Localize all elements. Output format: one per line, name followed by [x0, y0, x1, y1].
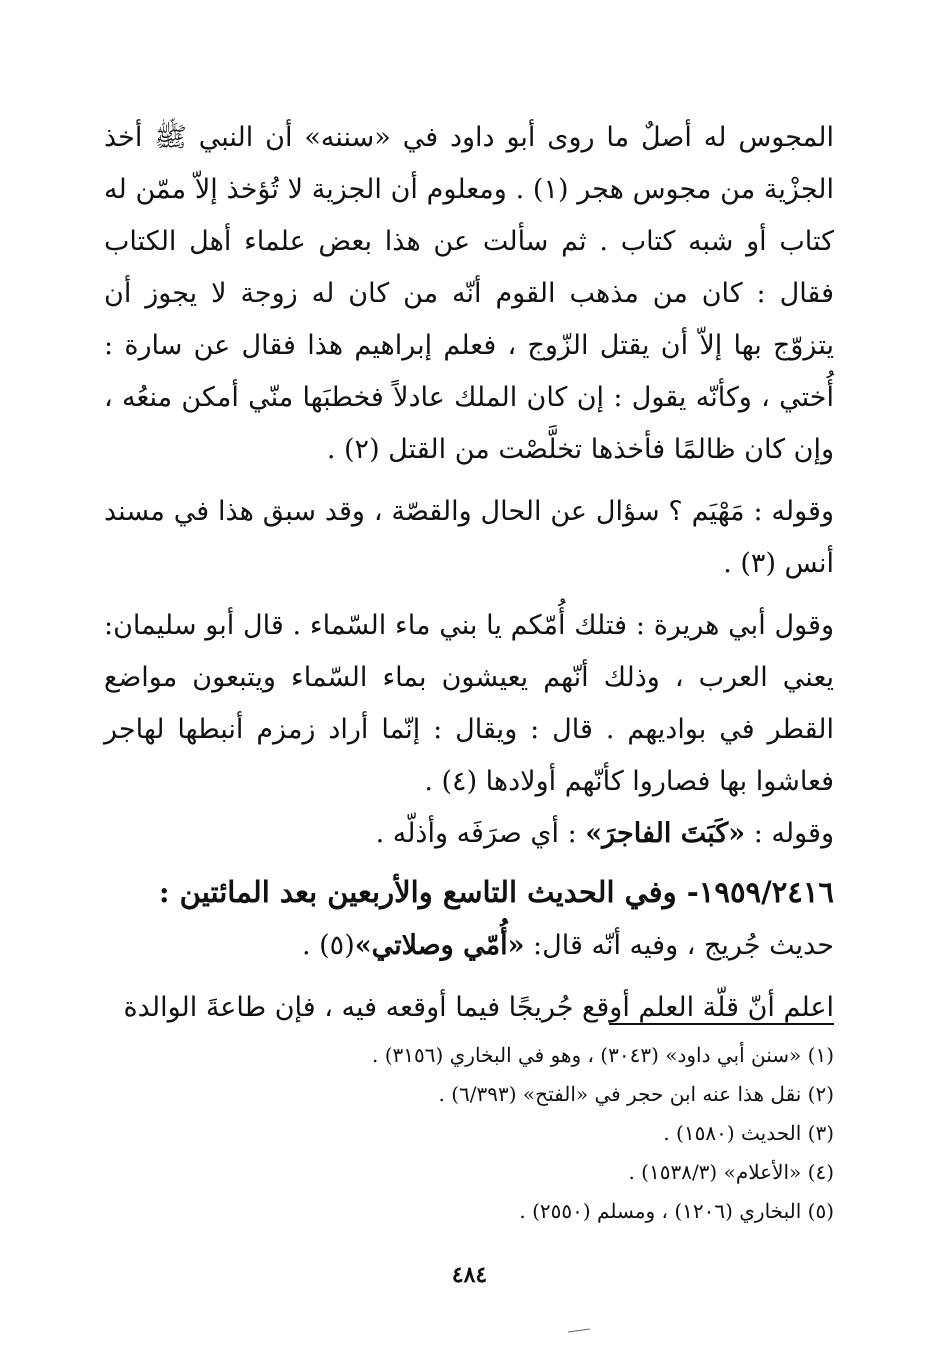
footnote-1: (١) «سنن أبي داود» (٣٠٤٣) ، وهو في البخاري (٣١٥٦) . — [371, 1043, 834, 1067]
footnote-2: (٢) نقل هذا عنه ابن حجر في «الفتح» (٦/٣٩٣) . — [438, 1082, 834, 1106]
footnote-4: (٤) «الأعلام» (١٥٣٨/٣) . — [628, 1160, 834, 1184]
kabata-quote: «كَبَتَ الفاجرَ» — [585, 818, 746, 849]
jurayj-suffix: (٥) . — [301, 930, 355, 961]
main-text — [104, 112, 834, 1034]
paragraph-magians: المجوس له أصلٌ ما روى أبو داود في «سننه» أن النبي ﷺ أخذ الجزْية من مجوس هجر (١) . ومعلوم أن الجزية لا تُؤخذ إلاّ ممّن له كتاب أو شبه كتاب . ثم سألت عن هذا بعض علماء أهل الكتاب فقال : كان من مذهب القوم أنّه من كان له زوجة لا يجوز أن يتزوّج بها إلاّ أن يقتل الزّوج ، فعلم إبراهيم هذا فقال عن سارة : أُختي ، وكأنّه يقول : إن كان الملك عادلاً فخطبَها منّي أمكن منعُه ، وإن كان ظالمًا فأخذها تخلَّصْت من القتل (٢) . — [104, 122, 834, 465]
footnote-divider — [609, 1023, 834, 1025]
page-number: ٤٨٤ — [451, 1262, 488, 1288]
paragraph-abu-hurayra: وقول أبي هريرة : فتلك أُمّكم يا بني ماء السّماء . قال أبو سليمان: يعني العرب ، وذلك أنّهم يعيشون بماء السّماء ويتبعون مواضع القطر في بواديهم . قال : ويقال : إنّما أراد زمزم أنبطها لهاجر فعاشوا بها فصاروا كأنّهم أولادها (٤) . — [104, 610, 834, 797]
hadith-heading-paragraph — [104, 866, 834, 920]
jurayj-quote: «أُمّي وصلاتي» — [354, 930, 525, 961]
footnotes — [104, 1036, 834, 1231]
paragraph-jurayj — [104, 920, 834, 972]
kabata-suffix: : أي صرَفَه وأذلّه . — [375, 818, 586, 849]
hadith-heading: ١٩٥٩/٢٤١٦- وفي الحديث التاسع والأربعين بعد المائتين : — [158, 875, 834, 909]
paragraph-mahyam: وقوله : مَهْيَم ؟ سؤال عن الحال والقصّة ، وقد سبق هذا في مسند أنس (٣) . — [104, 496, 834, 579]
footnote-5: (٥) البخاري (١٢٠٦) ، ومسلم (٢٥٥٠) . — [519, 1199, 834, 1223]
kabata-prefix: وقوله : — [745, 818, 834, 849]
paragraph-obedience: اعلم أنّ قلّة العلم أوقع جُريجًا فيما أوقعه فيه ، فإن طاعةَ الوالدة — [123, 992, 834, 1023]
footnote-3: (٣) الحديث (١٥٨٠) . — [663, 1121, 834, 1145]
jurayj-prefix: حديث جُريج ، وفيه أنّه قال: — [524, 930, 834, 961]
paragraph-kabata — [104, 808, 834, 860]
scan-mark — [568, 1328, 590, 1332]
